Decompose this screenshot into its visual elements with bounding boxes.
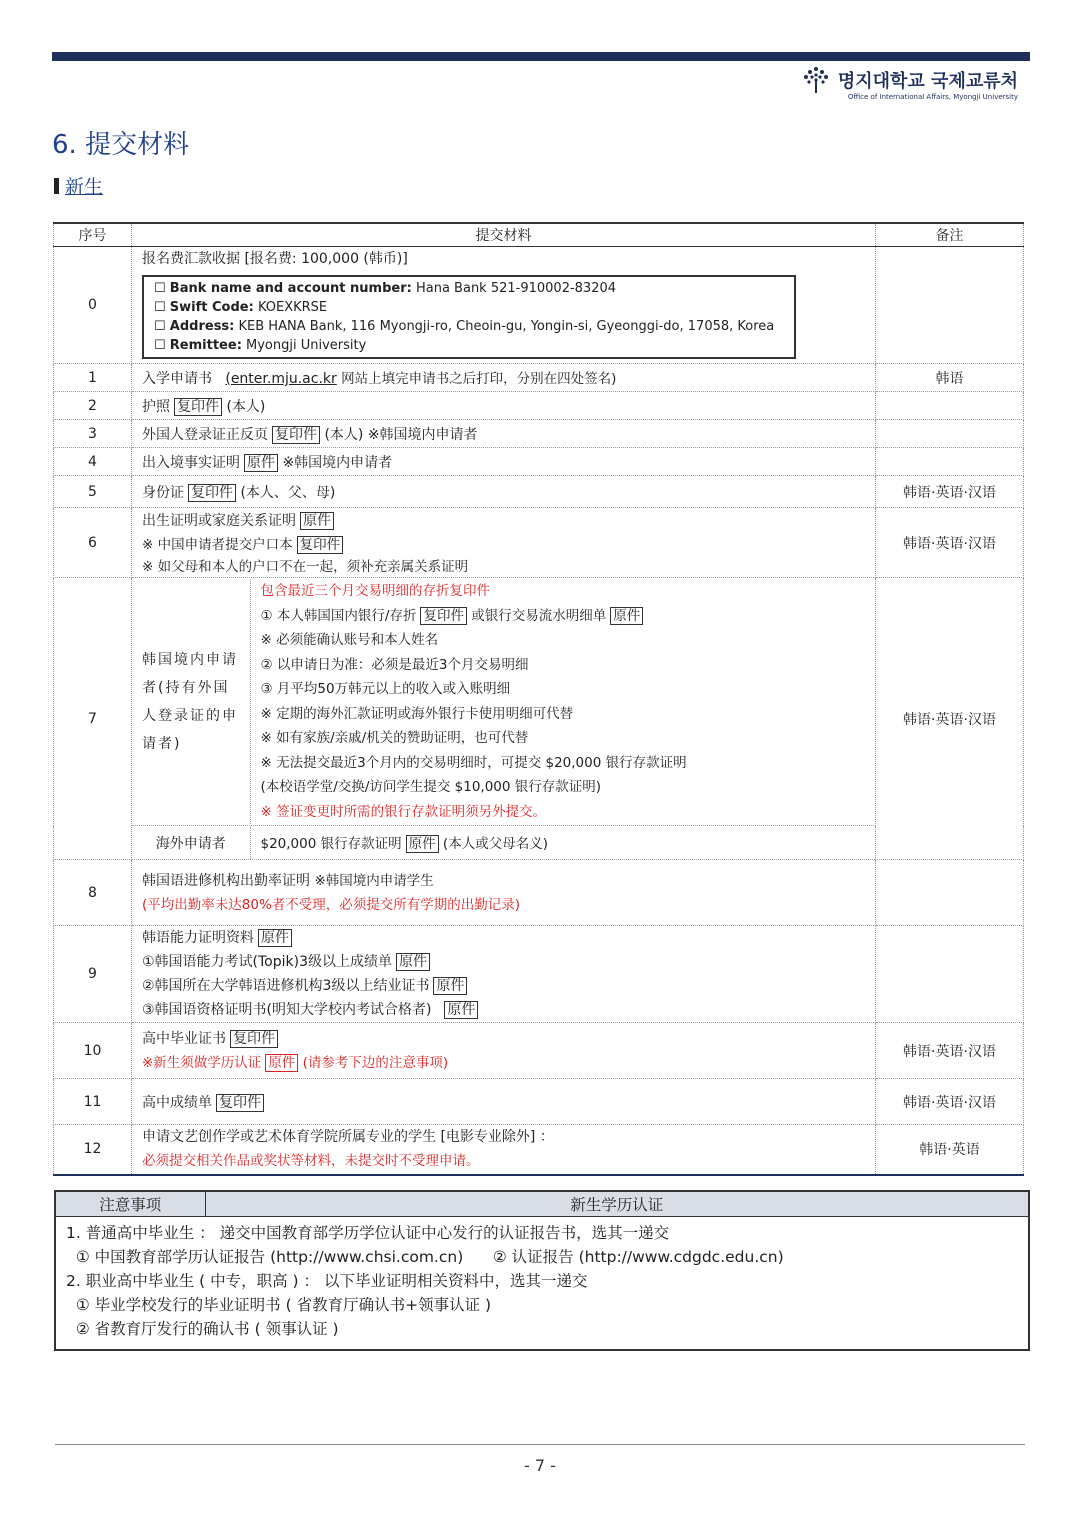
overseas-applicant-label: 海外申请者	[132, 827, 250, 859]
table-row	[54, 1125, 1024, 1175]
bank-line: ☐ Bank name and account number: Hana Bank 521-910002-83204	[154, 281, 617, 296]
fee-title: 报名费汇款收据 [报名费: 100,000 (韩币)]	[142, 251, 408, 267]
notes-content	[55, 1217, 1029, 1351]
copy-badge: 复印件	[297, 536, 344, 554]
university-logo	[800, 64, 1018, 101]
table-row	[54, 448, 1024, 476]
row-number: 1	[54, 364, 132, 392]
row-note	[876, 860, 1024, 926]
subsection-marker	[54, 178, 59, 194]
original-badge: 原件	[300, 512, 334, 530]
domestic-requirements: 包含最近三个月交易明细的存折复印件 ① 本人韩国国内银行/存折 复印件 或银行交易流水明细单 原件 ※ 必须能确认账号和本人姓名 ② 以申请日为准：必须是最近3个月交易明细 ③ 月平均50万韩元以上的收入或入账明细 ※ 定期的海外汇款证明或海外银行卡使用明细可代替 ※ 如有家族/亲戚/机关的赞助证明，也可代替 ※ 无法提交最近3个月内的交易明细时，可提交 $20,000 银行存款证明 (本校语学堂/交换/访问学生提交 $10,000 银行存款证明) ※ 签证变更时所需的银行存款证明须另外提交。	[260, 583, 687, 820]
header-remarks: 备注	[876, 223, 1024, 247]
copy-badge: 复印件	[230, 1030, 278, 1048]
row-note: 韩语	[876, 364, 1024, 392]
row-note: 韩语·英语·汉语	[876, 578, 1024, 860]
row-note: 韩语·英语·汉语	[876, 476, 1024, 508]
row-number: 4	[54, 448, 132, 476]
table-row	[54, 860, 1024, 926]
copy-badge: 复印件	[174, 398, 222, 416]
bank-line: ☐ Remittee: Myongji University	[154, 338, 367, 353]
top-bar	[52, 52, 1030, 61]
note-line: ② 省教育厅发行的确认书 ( 领事认证 )	[75, 1320, 339, 1338]
table-row	[54, 578, 1024, 826]
row-content: 韩国语进修机构出勤率证明 ※韩国境内申请学生 (平均出勤率未达80%者不受理，必须提交所有学期的出勤记录)	[132, 860, 876, 926]
table-row	[54, 420, 1024, 448]
domestic-applicant-label: 韩国境内申请者(持有外国人登录证的申请者)	[132, 579, 250, 824]
row-note: 韩语·英语·汉语	[876, 1023, 1024, 1079]
application-link[interactable]: (enter.mju.ac.kr	[225, 371, 337, 387]
row-content	[132, 578, 876, 826]
footer-divider	[55, 1444, 1025, 1445]
row-content: 韩语能力证明资料 原件 ①韩国语能力考试(Topik)3级以上成绩单 原件 ②韩国所在大学韩语进修机构3级以上结业证书 原件 ③韩国语资格证明书(明知大学校内考试合格者) 原件	[132, 926, 876, 1023]
row-number: 2	[54, 392, 132, 420]
notes-table	[54, 1190, 1030, 1351]
row-number: 5	[54, 476, 132, 508]
copy-badge: 复印件	[188, 484, 236, 502]
row-content: 高中毕业证书 复印件 ※新生须做学历认证 原件 (请参考下边的注意事项)	[132, 1023, 876, 1079]
row-number: 11	[54, 1079, 132, 1125]
row-content: 身份证 复印件 (本人、父、母)	[132, 476, 876, 508]
row-number: 7	[54, 578, 132, 860]
table-row	[54, 392, 1024, 420]
logo-english-text: Office of International Affairs, Myongji University	[847, 93, 1018, 101]
subsection-heading	[54, 172, 103, 199]
bank-line: ☐ Swift Code: KOEXKRSE	[154, 300, 328, 315]
row-content	[132, 247, 876, 364]
row-content: 申请文艺创作学或艺术体育学院所属专业的学生 [电影专业除外] ： 必须提交相关作品或奖状等材料，未提交时不受理申请。	[132, 1125, 876, 1175]
row-number: 10	[54, 1023, 132, 1079]
table-row	[54, 476, 1024, 508]
note-line: ① 毕业学校发行的毕业证明书 ( 省教育厅确认书+领事认证 )	[75, 1296, 492, 1314]
row-note: 韩语·英语·汉语	[876, 1079, 1024, 1125]
row-note	[876, 392, 1024, 420]
row-note	[876, 247, 1024, 364]
table-header-row	[54, 223, 1024, 247]
subsection-title: 新生	[65, 176, 104, 198]
row-number: 9	[54, 926, 132, 1023]
note-line: ① 中国教育部学历认证报告 (http://www.chsi.com.cn) ② 认证报告 (http://www.cdgdc.edu.cn)	[75, 1248, 784, 1266]
bank-line: ☐ Address: KEB HANA Bank, 116 Myongji-ro, Cheoin-gu, Yongin-si, Gyeonggi-do, 17058, Korea	[154, 319, 775, 334]
row-number: 8	[54, 860, 132, 926]
row-content: 护照 复印件 (本人)	[132, 392, 876, 420]
row-note: 韩语·英语·汉语	[876, 508, 1024, 578]
note-line: 2. 职业高中毕业生 ( 中专，职高 ) ： 以下毕业证明相关资料中，选其一递交	[66, 1272, 588, 1290]
copy-badge: 复印件	[272, 426, 320, 444]
table-row	[54, 247, 1024, 364]
row-number: 3	[54, 420, 132, 448]
row-note	[876, 448, 1024, 476]
original-badge: 原件	[244, 454, 278, 472]
row-number: 6	[54, 508, 132, 578]
section-title: 6. 提交材料	[52, 130, 190, 160]
row-content: 出入境事实证明 原件 ※韩国境内申请者	[132, 448, 876, 476]
row-content: 高中成绩单 复印件	[132, 1079, 876, 1125]
bank-info-box	[142, 275, 796, 359]
notes-subheader: 新生学历认证	[205, 1191, 1029, 1217]
header-no: 序号	[54, 223, 132, 247]
overseas-requirements: $20,000 银行存款证明 原件 (本人或父母名义)	[260, 836, 548, 852]
row-note: 韩语·英语	[876, 1125, 1024, 1175]
original-badge: 原件	[258, 929, 292, 947]
row-content: 出生证明或家庭关系证明 原件 ※ 中国申请者提交户口本 复印件 ※ 如父母和本人的户口不在一起，须补充亲属关系证明	[132, 508, 876, 578]
row-content: 入学申请书 (enter.mju.ac.kr 网站上填完申请书之后打印，分别在四处签名)	[132, 364, 876, 392]
table-row	[54, 508, 1024, 578]
notes-header: 注意事项	[55, 1191, 205, 1217]
page-number: - 7 -	[524, 1456, 556, 1475]
row-note	[876, 420, 1024, 448]
row-content: 外国人登录证正反页 复印件 (本人) ※韩国境内申请者	[132, 420, 876, 448]
copy-badge: 复印件	[216, 1094, 264, 1112]
row-note	[876, 926, 1024, 1023]
header-materials: 提交材料	[132, 223, 876, 247]
table-row	[54, 1079, 1024, 1125]
logo-korean-text: 명지대학교 국제교류처	[837, 71, 1018, 92]
table-row	[54, 926, 1024, 1023]
note-line: 1. 普通高中毕业生 ： 递交中国教育部学历学位认证中心发行的认证报告书，选其一递交	[66, 1224, 670, 1242]
row-number: 0	[54, 247, 132, 364]
materials-table	[53, 222, 1024, 1176]
tree-logo-icon	[800, 64, 832, 96]
table-row	[54, 1023, 1024, 1079]
row-content	[132, 826, 876, 860]
table-row	[54, 364, 1024, 392]
row-number: 12	[54, 1125, 132, 1175]
